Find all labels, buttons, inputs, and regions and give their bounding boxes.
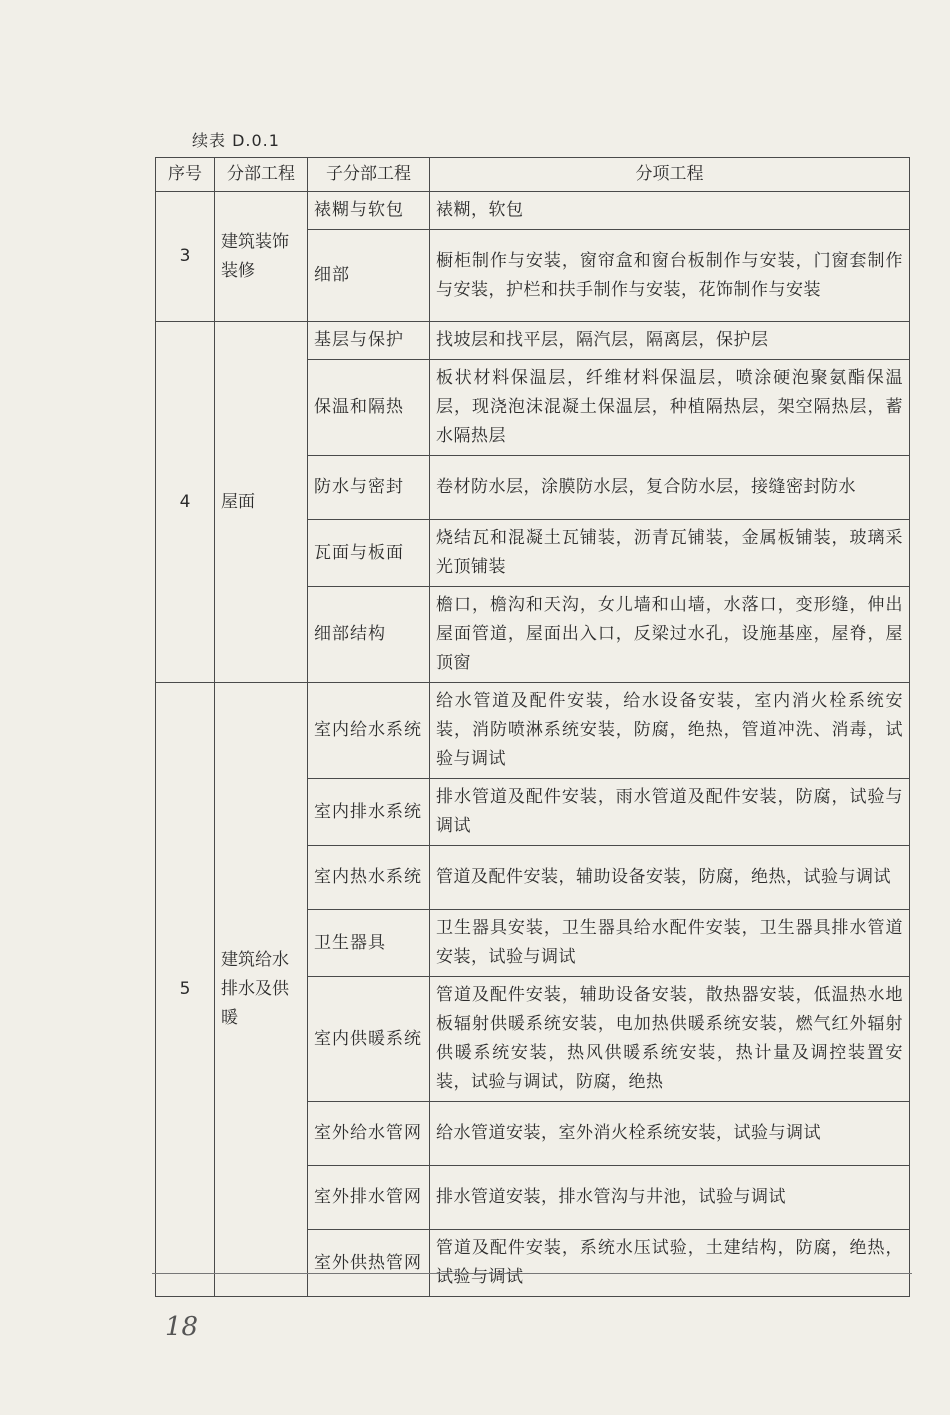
header-row	[156, 158, 910, 192]
subdivision-cell: 防水与密封	[308, 456, 430, 520]
items-cell: 卷材防水层，涂膜防水层，复合防水层，接缝密封防水	[430, 456, 910, 520]
items-cell: 给水管道及配件安装，给水设备安装，室内消火栓系统安装，消防喷淋系统安装，防腐，绝热，管道冲洗、消毒，试验与调试	[430, 683, 910, 779]
items-cell: 排水管道安装，排水管沟与井池，试验与调试	[430, 1166, 910, 1230]
subdivision-cell: 卫生器具	[308, 910, 430, 977]
subdivision-cell: 室内排水系统	[308, 779, 430, 846]
items-cell: 管道及配件安装，辅助设备安装，防腐，绝热，试验与调试	[430, 846, 910, 910]
items-cell: 卫生器具安装，卫生器具给水配件安装，卫生器具排水管道安装，试验与调试	[430, 910, 910, 977]
items-cell: 板状材料保温层，纤维材料保温层，喷涂硬泡聚氨酯保温层，现浇泡沫混凝土保温层，种植隔热层，架空隔热层，蓄水隔热层	[430, 360, 910, 456]
subdivision-cell: 室内供暖系统	[308, 977, 430, 1102]
subdivision-cell: 基层与保护	[308, 322, 430, 360]
subdivision-cell: 裱糊与软包	[308, 192, 430, 230]
table-row	[156, 192, 910, 230]
header-subdivision: 子分部工程	[308, 158, 430, 192]
header-seq: 序号	[156, 158, 215, 192]
items-cell: 橱柜制作与安装，窗帘盒和窗台板制作与安装，门窗套制作与安装，护栏和扶手制作与安装，花饰制作与安装	[430, 230, 910, 322]
table-title: 续表 D.0.1	[192, 131, 280, 150]
subdivision-cell: 室外给水管网	[308, 1102, 430, 1166]
header-items: 分项工程	[430, 158, 910, 192]
header-division: 分部工程	[215, 158, 308, 192]
seq-cell: 4	[156, 322, 215, 683]
page-frame-line	[152, 1273, 912, 1274]
division-cell: 建筑给水排水及供暖	[215, 683, 308, 1297]
division-cell: 屋面	[215, 322, 308, 683]
seq-cell: 5	[156, 683, 215, 1297]
subdivision-cell: 细部结构	[308, 587, 430, 683]
items-cell: 排水管道及配件安装，雨水管道及配件安装，防腐，试验与调试	[430, 779, 910, 846]
subdivision-cell: 细部	[308, 230, 430, 322]
items-cell: 裱糊，软包	[430, 192, 910, 230]
items-cell: 檐口，檐沟和天沟，女儿墙和山墙，水落口，变形缝，伸出屋面管道，屋面出入口，反梁过水孔，设施基座，屋脊，屋顶窗	[430, 587, 910, 683]
items-cell: 烧结瓦和混凝土瓦铺装，沥青瓦铺装，金属板铺装，玻璃采光顶铺装	[430, 520, 910, 587]
table-row	[156, 683, 910, 779]
subdivision-cell: 保温和隔热	[308, 360, 430, 456]
project-division-table	[155, 157, 910, 1297]
items-cell: 给水管道安装，室外消火栓系统安装，试验与调试	[430, 1102, 910, 1166]
subdivision-cell: 室内热水系统	[308, 846, 430, 910]
items-cell: 管道及配件安装，系统水压试验，土建结构，防腐，绝热，试验与调试	[430, 1230, 910, 1297]
items-cell: 找坡层和找平层，隔汽层，隔离层，保护层	[430, 322, 910, 360]
table-row	[156, 322, 910, 360]
division-cell: 建筑装饰装修	[215, 192, 308, 322]
items-cell: 管道及配件安装，辅助设备安装，散热器安装，低温热水地板辐射供暖系统安装，电加热供暖系统安装，燃气红外辐射供暖系统安装，热风供暖系统安装，热计量及调控装置安装，试验与调试，防腐，绝热	[430, 977, 910, 1102]
subdivision-cell: 室外供热管网	[308, 1230, 430, 1297]
seq-cell: 3	[156, 192, 215, 322]
subdivision-cell: 瓦面与板面	[308, 520, 430, 587]
subdivision-cell: 室内给水系统	[308, 683, 430, 779]
subdivision-cell: 室外排水管网	[308, 1166, 430, 1230]
page-number: 18	[165, 1312, 199, 1342]
